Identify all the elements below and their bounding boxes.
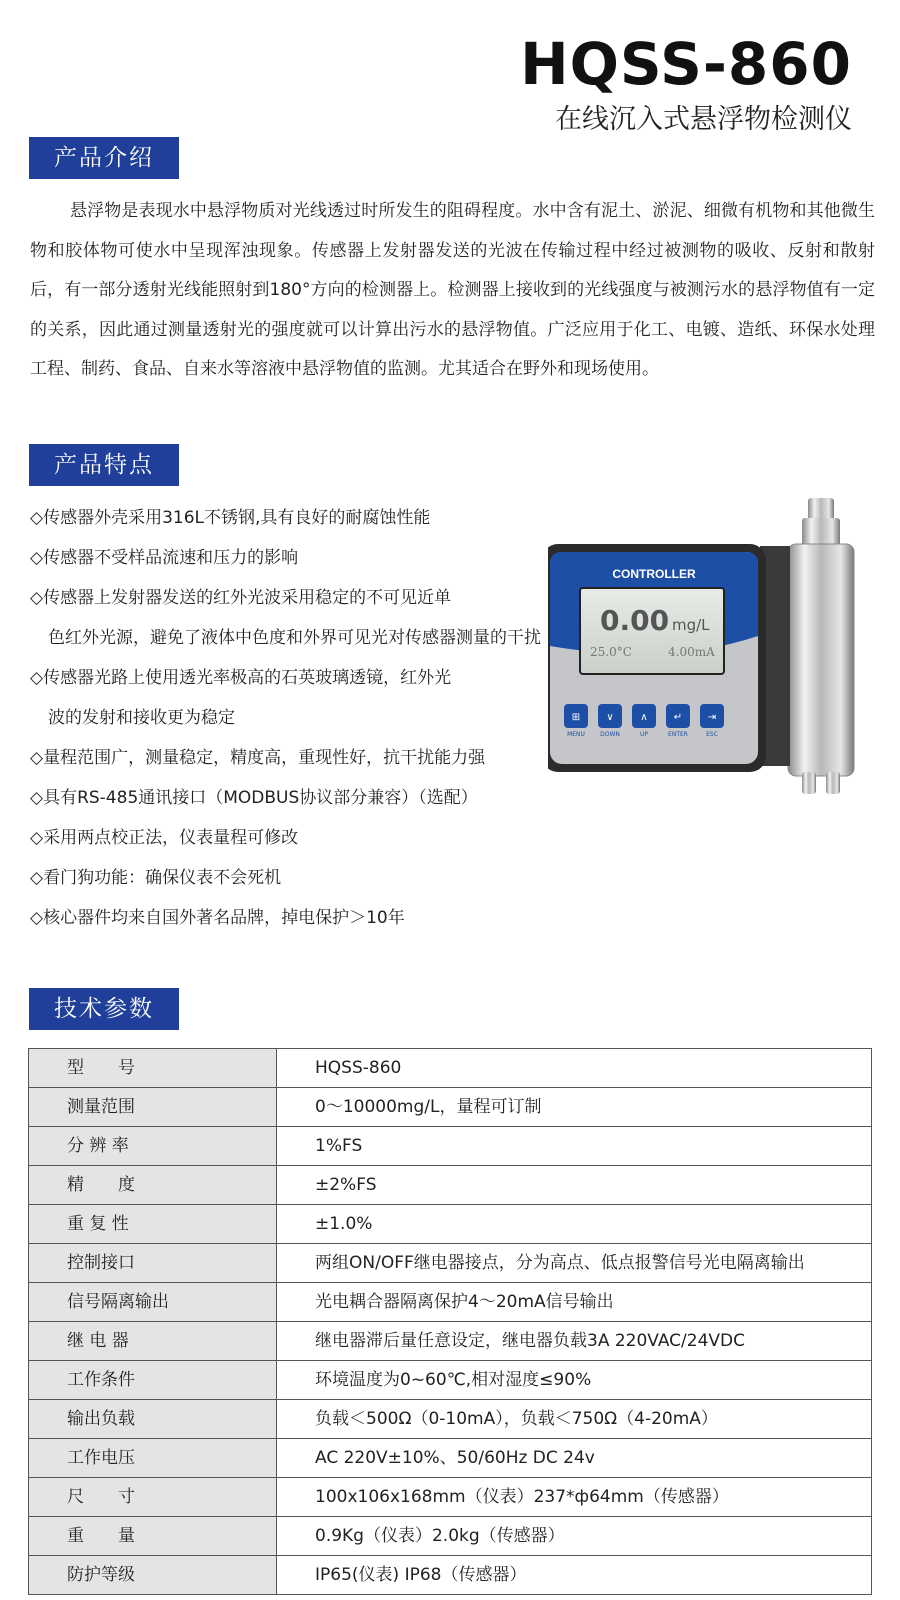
feature-text: ◇核心器件均来自国外著名品牌，掉电保护＞10年 (30, 908, 405, 928)
menu-icon: ⊞ (571, 712, 581, 723)
exit-icon: ⇥ (707, 712, 717, 723)
chevron-up-icon: ∧ (640, 712, 648, 723)
feature-item (30, 498, 550, 538)
feature-item (30, 578, 550, 658)
button-label: UP (639, 731, 649, 738)
feature-list (30, 498, 550, 938)
button-enter (666, 704, 690, 738)
spec-value: 环境温度为0~60℃,相对湿度≤90% (277, 1361, 872, 1400)
table-row (29, 1283, 872, 1322)
section-features-heading: 产品特点 (29, 444, 179, 486)
title-block (520, 28, 852, 140)
section-specs-heading: 技术参数 (29, 988, 179, 1030)
table-row (29, 1439, 872, 1478)
spec-key: 输出负载 (29, 1400, 277, 1439)
button-menu (564, 704, 588, 738)
table-row (29, 1166, 872, 1205)
spec-value: 两组ON/OFF继电器接点，分为高点、低点报警信号光电隔离输出 (277, 1244, 872, 1283)
feature-item (30, 898, 550, 938)
controller-brand: CONTROLLER (612, 567, 696, 581)
spec-value: ±2%FS (277, 1166, 872, 1205)
spec-key: 型 号 (29, 1049, 277, 1088)
feature-text: ◇传感器上发射器发送的红外光波采用稳定的不可见近单 (30, 588, 452, 608)
table-row (29, 1049, 872, 1088)
spec-value: 0.9Kg（仪表）2.0kg（传感器） (277, 1517, 872, 1556)
feature-item (30, 538, 550, 578)
model-title: HQSS-860 (520, 30, 852, 98)
button-label: MENU (567, 731, 585, 738)
spec-key: 控制接口 (29, 1244, 277, 1283)
button-label: DOWN (600, 731, 620, 738)
lcd-reading: 0.00 (600, 604, 670, 637)
feature-text-continued: 波的发射和接收更为稳定 (48, 708, 235, 728)
spec-key: 继 电 器 (29, 1322, 277, 1361)
spec-key: 尺 寸 (29, 1478, 277, 1517)
button-label: ESC (706, 731, 718, 738)
sensor-probe (788, 498, 854, 794)
table-row (29, 1322, 872, 1361)
spec-value: 1%FS (277, 1127, 872, 1166)
lcd-temperature: 25.0°C (590, 645, 632, 659)
feature-item (30, 778, 550, 818)
spec-value: 负载＜500Ω（0-10mA），负载＜750Ω（4-20mA） (277, 1400, 872, 1439)
feature-item (30, 738, 550, 778)
button-down (598, 704, 622, 738)
lcd-current: 4.00mA (668, 645, 715, 659)
spec-key: 工作条件 (29, 1361, 277, 1400)
enter-icon: ↵ (673, 712, 683, 723)
spec-value: 继电器滞后量任意设定，继电器负载3A 220VAC/24VDC (277, 1322, 872, 1361)
table-row (29, 1400, 872, 1439)
spec-key: 防护等级 (29, 1556, 277, 1595)
spec-value: 光电耦合器隔离保护4～20mA信号输出 (277, 1283, 872, 1322)
feature-item (30, 818, 550, 858)
feature-text: ◇看门狗功能：确保仪表不会死机 (30, 868, 282, 888)
spec-table (28, 1048, 872, 1595)
button-label: ENTER (668, 731, 688, 738)
table-row (29, 1361, 872, 1400)
feature-text: ◇传感器不受样品流速和压力的影响 (30, 548, 299, 568)
controller-unit (548, 544, 790, 772)
product-subtitle: 在线沉入式悬浮物检测仪 (555, 104, 852, 135)
feature-item (30, 658, 550, 738)
product-image (548, 496, 876, 798)
section-intro-heading: 产品介绍 (29, 137, 179, 179)
spec-value: ±1.0% (277, 1205, 872, 1244)
spec-key: 重 复 性 (29, 1205, 277, 1244)
chevron-down-icon: ∨ (606, 712, 614, 723)
spec-value: IP65(仪表) IP68（传感器） (277, 1556, 872, 1595)
feature-text: ◇采用两点校正法，仪表量程可修改 (30, 828, 299, 848)
feature-text: ◇具有RS-485通讯接口（MODBUS协议部分兼容）（选配） (30, 788, 478, 808)
feature-text: ◇量程范围广，测量稳定，精度高，重现性好，抗干扰能力强 (30, 748, 486, 768)
spec-value: HQSS-860 (277, 1049, 872, 1088)
intro-paragraph: 悬浮物是表现水中悬浮物质对光线透过时所发生的阻碍程度。水中含有泥土、淤泥、细微有机物和其他微生物和胶体物可使水中呈现浑浊现象。传感器上发射器发送的光波在传输过程中经过被测物的吸收、反射和散射后，有一部分透射光线能照射到180°方向的检测器上。检测器上接收到的光线强度与被测污水的悬浮物值有一定的关系，因此通过测量透射光的强度就可以计算出污水的悬浮物值。广泛应用于化工、电镀、造纸、环保水处理工程、制药、食品、自来水等溶液中悬浮物值的监测。尤其适合在野外和现场使用。 (30, 201, 875, 379)
feature-text: ◇传感器外壳采用316L不锈钢,具有良好的耐腐蚀性能 (30, 508, 431, 528)
table-row (29, 1127, 872, 1166)
table-row (29, 1088, 872, 1127)
table-row (29, 1556, 872, 1595)
table-row (29, 1478, 872, 1517)
table-row (29, 1244, 872, 1283)
feature-text-continued: 色红外光源，避免了液体中色度和外界可见光对传感器测量的干扰 (48, 628, 541, 648)
spec-key: 信号隔离输出 (29, 1283, 277, 1322)
feature-text: ◇传感器光路上使用透光率极高的石英玻璃透镜，红外光 (30, 668, 452, 688)
spec-key: 测量范围 (29, 1088, 277, 1127)
feature-item (30, 858, 550, 898)
spec-value: 100x106x168mm（仪表）237*ф64mm（传感器） (277, 1478, 872, 1517)
spec-key: 重 量 (29, 1517, 277, 1556)
spec-key: 工作电压 (29, 1439, 277, 1478)
spec-value: AC 220V±10%、50/60Hz DC 24v (277, 1439, 872, 1478)
lcd-unit: mg/L (672, 616, 710, 634)
spec-value: 0～10000mg/L，量程可订制 (277, 1088, 872, 1127)
spec-key: 分 辨 率 (29, 1127, 277, 1166)
spec-key: 精 度 (29, 1166, 277, 1205)
table-row (29, 1517, 872, 1556)
table-row (29, 1205, 872, 1244)
